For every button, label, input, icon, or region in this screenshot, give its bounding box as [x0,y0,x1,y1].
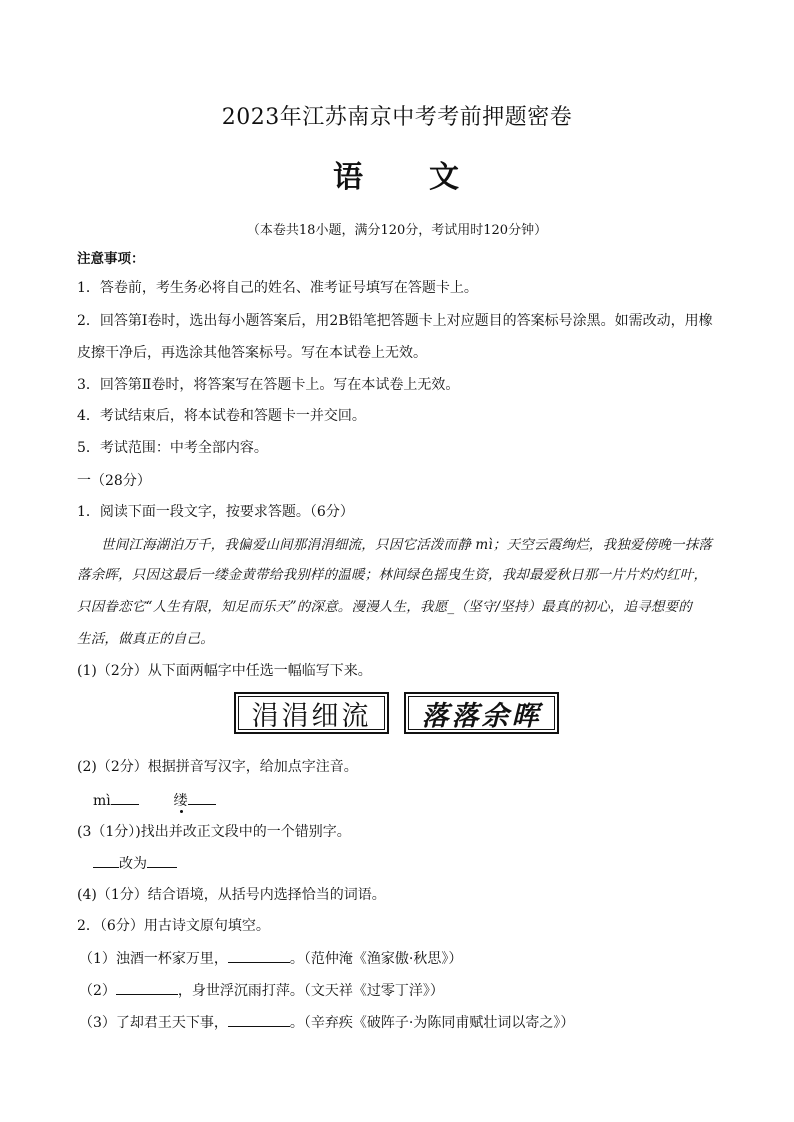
question-1-sub-3: (3（1分）)找出并改正文段中的一个错别字。 [77,824,351,840]
subject-title [0,152,794,196]
note-item: 皮擦干净后，再选涂其他答案标号。写在本试卷上无效。 [77,345,427,361]
subject-char-2: 文 [429,160,461,195]
question-1-stem: 1．阅读下面一段文字，按要求答题。（6分） [77,504,354,520]
wrong-char-blank[interactable] [93,852,119,868]
poem-item-2 [79,979,444,1000]
dotted-char-label: 缕 [173,793,188,809]
pinyin-answer-blank[interactable] [111,789,139,805]
pinyin-answer-row [93,789,216,810]
poem-item-3 [79,1011,574,1032]
poem-item-1-prefix: （1）浊酒一杯家万里， [79,951,228,967]
pinyin-label: mì [93,793,111,809]
question-2-stem: 2．（6分）用古诗文原句填空。 [77,918,270,934]
passage-line: 生活，做真正的自己。 [77,631,214,647]
subject-char-1: 语 [333,160,365,195]
exam-info: （本卷共18小题，满分120分，考试用时120分钟） [246,223,548,238]
poem-answer-blank-2[interactable] [116,979,178,995]
correction-row [93,852,177,873]
phonetic-answer-blank[interactable] [188,789,216,805]
section-heading: 一（28分） [77,473,151,489]
question-1-sub-2: (2)（2分）根据拼音写汉字，给加点字注音。 [77,759,358,775]
poem-item-2-source: ，身世浮沉雨打萍。（文天祥《过零丁洋》） [177,983,444,999]
correct-char-blank[interactable] [147,852,177,868]
exam-title: 2023年江苏南京中考考前押题密卷 [221,105,573,130]
poem-item-2-prefix: （2） [79,983,116,999]
calligraphy-sample-2: 落落余晖 [404,692,559,734]
question-1-sub-4: (4)（1分）结合语境，从括号内选择恰当的词语。 [77,887,386,903]
correction-label: 改为 [119,856,147,872]
poem-item-3-prefix: （3）了却君王天下事， [79,1015,228,1031]
calligraphy-sample-1: 涓涓细流 [234,692,389,734]
note-item: 3．回答第Ⅱ卷时，将答案写在答题卡上。写在本试卷上无效。 [77,377,460,393]
note-item: 1．答卷前，考生务必将自己的姓名、准考证号填写在答题卡上。 [77,280,478,296]
note-item: 4．考试结束后，将本试卷和答题卡一并交回。 [77,408,366,424]
poem-item-3-source: 。（辛弃疾《破阵子·为陈同甫赋壮词以寄之》） [289,1015,575,1031]
passage-line: 落余晖，只因这最后一缕金黄带给我别样的温暖；林间绿色摇曳生资，我却最爱秋日那一片片灼灼红叶， [77,567,708,583]
note-item: 5．考试范围：中考全部内容。 [77,440,268,456]
poem-answer-blank-1[interactable] [228,947,290,963]
passage-line: 只因眷恋它“人生有限，知足而乐天”的深意。漫漫人生，我愿_（坚守/坚持）最真的初心，追寻想要的 [77,599,693,615]
notes-heading: 注意事项： [77,251,145,267]
poem-item-1-source: 。（范仲淹《渔家傲·秋思》） [289,951,463,967]
passage-line: 世间江海湖泊万千，我偏爱山间那涓涓细流，只因它活泼而静 mì；天空云霞绚烂，我独爱傍晚一抹落 [101,537,713,553]
note-item: 2．回答第Ⅰ卷时，选出每小题答案后，用2B铅笔把答题卡上对应题目的答案标号涂黑。如需改动，用橡 [77,313,713,329]
poem-answer-blank-3[interactable] [228,1011,290,1027]
poem-item-1 [79,947,462,968]
question-1-sub-1: (1)（2分）从下面两幅字中任选一幅临写下来。 [77,663,372,679]
